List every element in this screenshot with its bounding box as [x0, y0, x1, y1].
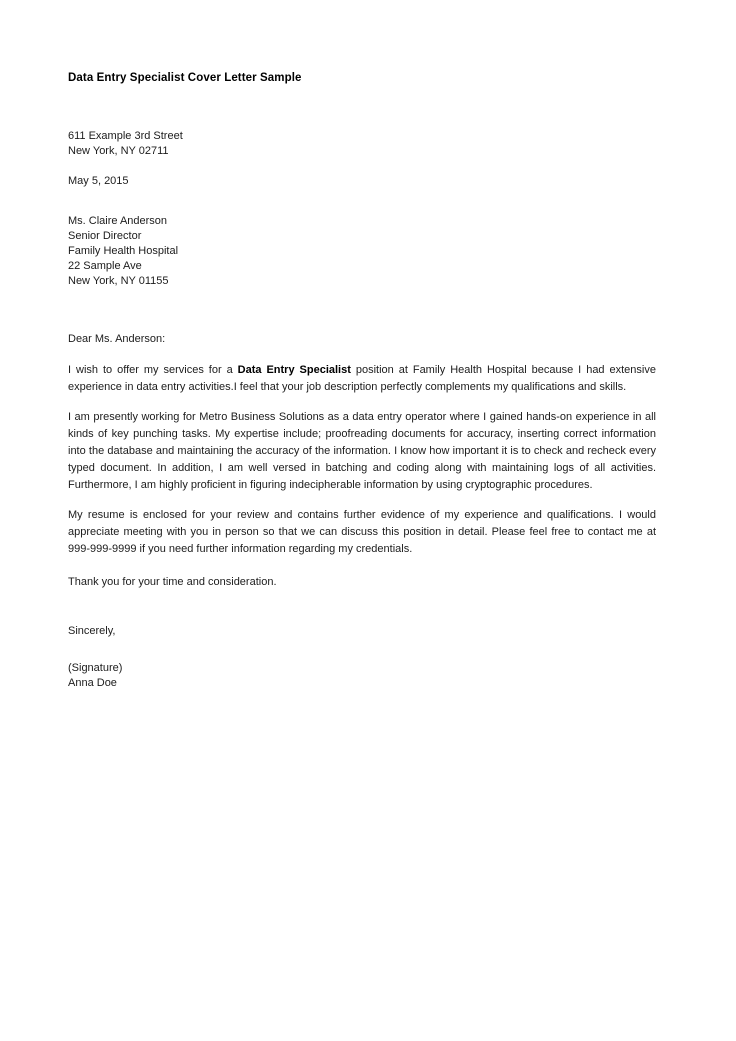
- closing-block: [68, 624, 656, 639]
- recipient-name: Ms. Claire Anderson: [68, 214, 168, 227]
- body-paragraph-3: My resume is enclosed for your review and contains further evidence of my experience and qualifications. I would appreciate meeting with you in person so that we can discuss this position in detail. Please feel free to contact me at 999-999-9999 if you need further information regarding my credentials.: [68, 509, 656, 555]
- salutation-text: Dear Ms. Anderson:: [68, 332, 166, 345]
- recipient-address-block: [68, 214, 656, 290]
- sender-address-block: [68, 129, 656, 159]
- salutation: [68, 332, 656, 347]
- page-title: Data Entry Specialist Cover Letter Sample: [68, 72, 302, 84]
- recipient-company: Family Health Hospital: [68, 245, 179, 258]
- recipient-city-state-zip: New York, NY 01155: [68, 275, 169, 288]
- sender-street: 611 Example 3rd Street: [68, 130, 183, 142]
- body-paragraph-4: Thank you for your time and consideration.: [68, 575, 277, 588]
- sender-name: Anna Doe: [68, 677, 117, 689]
- paragraph-1-intro: I wish to offer my services for a: [68, 363, 238, 376]
- sender-city-state-zip: New York, NY 02711: [68, 145, 169, 158]
- body-paragraph-2: I am presently working for Metro Business Solutions as a data entry operator where I gained hands-on experience in all kinds of key punching tasks. My expertise include; proofreading documents for accuracy, inserting correct information into the database and maintaining the accuracy of the information. I know how important it is to check and recheck every typed document. In addition, I am well versed in batching and coding along with maintaining logs of all activities. Furthermore, I am highly proficient in figuring indecipherable information by using cryptographic procedures.: [68, 411, 656, 491]
- signature-block: [68, 661, 656, 691]
- paragraph-1-rest: position at Family Health Hospital because I had extensive experience in data entry activities.I feel that your job description perfectly complements my qualifications and skills.: [68, 363, 656, 393]
- letter-content: [68, 0, 656, 691]
- valediction: Sincerely,: [68, 624, 116, 637]
- recipient-job-title: Senior Director: [68, 229, 142, 242]
- letter-date: [68, 174, 656, 189]
- body-paragraph-1: [68, 347, 656, 396]
- job-title-emphasis: Data Entry Specialist: [237, 363, 351, 376]
- signature-placeholder: (Signature): [68, 661, 123, 674]
- recipient-street: 22 Sample Ave: [68, 260, 142, 273]
- date-text: May 5, 2015: [68, 175, 129, 188]
